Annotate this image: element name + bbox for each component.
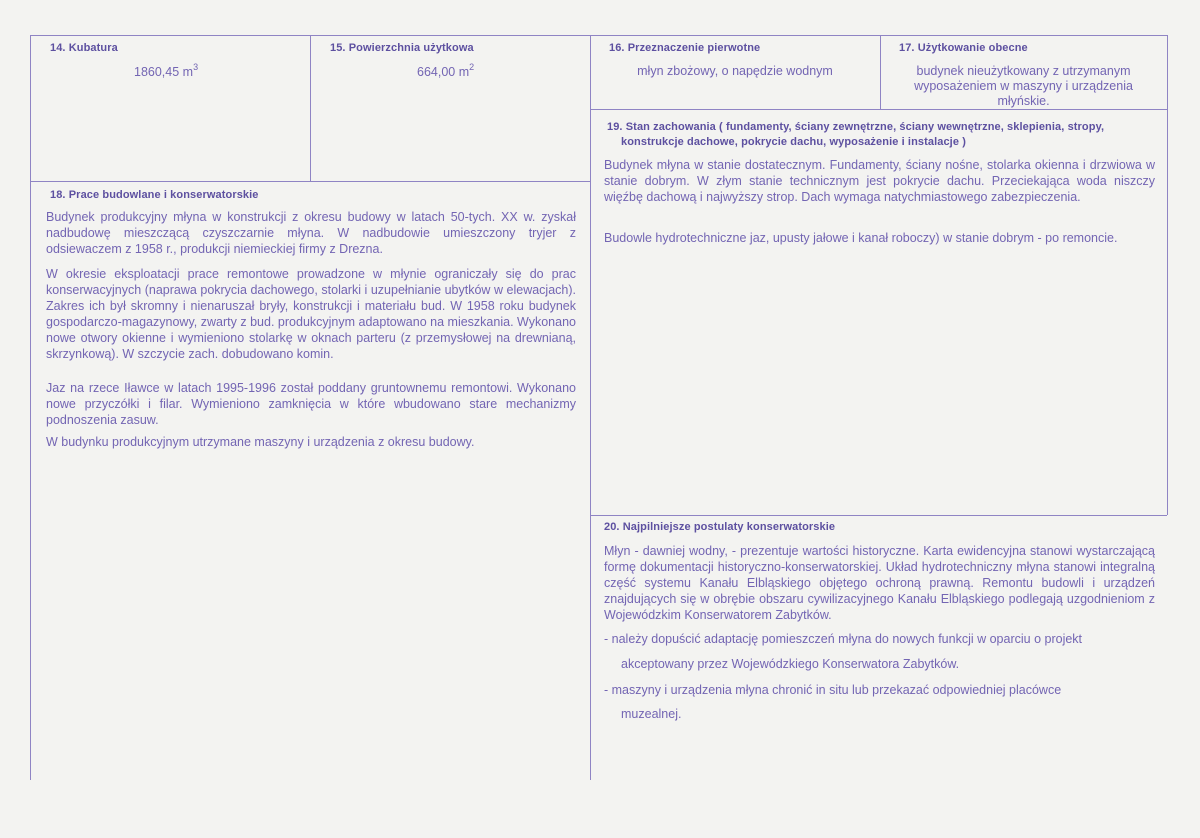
divider-14-15 [310,35,311,181]
postulaty-bullet-1-line2: akceptowany przez Wojewódzkiego Konserwatora Zabytków. [621,657,960,671]
uzytkowanie-label: 17. Użytkowanie obecne [899,42,1028,54]
postulaty-paragraph: Młyn - dawniej wodny, - prezentuje wartości historyczne. Karta ewidencyjna stanowi wystarczającą formę dokumentacji historyczno-konserwatorskiej. Układ hydrotechniczny młyna stanowi integralną część systemu Kanału Elbląskiego objętego ochroną prawną. Remontu budowli i urządzeń znajdujących się w obrębie obszaru cywilizacyjnego Kanału Elbląskiego podlegają uzgodnieniom z Wojewódzkim Konserwatorem Zabytków. [604,544,1155,622]
stan-paragraph: Budowle hydrotechniczne jaz, upusty jałowe i kanał roboczy) w stanie dobrym - po remoncie. [604,231,1118,245]
powierzchnia-unit-exponent: 2 [469,62,475,72]
powierzchnia-label: 15. Powierzchnia użytkowa [330,42,474,54]
kubatura-label: 14. Kubatura [50,42,118,54]
postulaty-bullet-1-line1: - należy dopuścić adaptację pomieszczeń młyna do nowych funkcji w oparciu o projekt [604,632,1083,646]
stan-paragraph: Budynek młyna w stanie dostatecznym. Fundamenty, ściany nośne, stolarka okienna i drzwiowa w stanie dobrym. W złym stanie technicznym jest pokrycie dachu. Przeciekająca woda niszczy więźbę dachową i najwyższy strop. Dach wymaga natychmiastowego zabezpieczenia. [604,158,1155,204]
uzytkowanie-line: budynek nieużytkowany z utrzymanym [916,64,1131,78]
divider-center [590,35,591,780]
left-border [30,35,31,780]
divider-row1-bottom-right [590,109,1167,110]
top-border [30,35,1167,36]
prace-label: 18. Prace budowlane i konserwatorskie [50,189,259,201]
postulaty-label: 20. Najpilniejsze postulaty konserwatorskie [604,521,836,533]
powierzchnia-number: 664,00 m [417,65,470,79]
divider-row1-bottom-left [30,181,590,182]
uzytkowanie-line: wyposażeniem w maszyny i urządzenia [914,79,1133,93]
divider-19-20 [590,515,1167,516]
kubatura-value [134,62,198,79]
uzytkowanie-value [880,64,1167,108]
przeznaczenie-label: 16. Przeznaczenie pierwotne [609,42,761,54]
prace-paragraph: W budynku produkcyjnym utrzymane maszyny i urządzenia z okresu budowy. [46,435,475,449]
prace-paragraph: W okresie eksploatacji prace remontowe prowadzone w młynie ograniczały się do prac konserwacyjnych (naprawa pokrycia dachowego, stolarki i uzupełnianie ubytków w elewacjach). Zakres ich był skromny i nienaruszał bryły, konstrukcji i materiału bud. W 1958 roku budynek gospodarczo-magazynowy, zwarty z bud. produkcyjnym adaptowano na mieszkania. Wykonano nowe otwory okienne i wymieniono stolarkę w oknach parteru (z przemysłowej na drewnianą, skrzynkową). W szczycie zach. dobudowano komin. [46,267,576,361]
stan-label-line2: konstrukcje dachowe, pokrycie dachu, wyposażenie i instalacje ) [621,136,966,148]
postulaty-bullet-2-line1: - maszyny i urządzenia młyna chronić in situ lub przekazać odpowiedniej placówce [604,683,1062,697]
postulaty-bullet-2-line2: muzealnej. [621,707,682,721]
przeznaczenie-value: młyn zbożowy, o napędzie wodnym [637,64,833,78]
uzytkowanie-line: młyńskie. [997,94,1050,108]
right-border [1167,35,1168,515]
prace-paragraph: Budynek produkcyjny młyna w konstrukcji z okresu budowy w latach 50-tych. XX w. zyskał nadbudowę mieszczącą czyszczarnie młyna. W nadbudowie umieszczony tryjer z odsiewaczem z 1958 r., produkcji niemieckiej firmy z Drezna. [46,210,576,256]
prace-paragraph: Jaz na rzece Iławce w latach 1995-1996 został poddany gruntownemu remontowi. Wykonano nowe przyczółki i filar. Wymieniono zamknięcia w które wbudowano stare mechanizmy podnoszenia zasuw. [46,381,576,427]
powierzchnia-value [417,62,474,79]
kubatura-number: 1860,45 m [134,65,194,79]
kubatura-unit-exponent: 3 [193,62,199,72]
stan-label-line1: 19. Stan zachowania ( fundamenty, ściany zewnętrzne, ściany wewnętrzne, sklepienia, stropy, [607,121,1105,133]
